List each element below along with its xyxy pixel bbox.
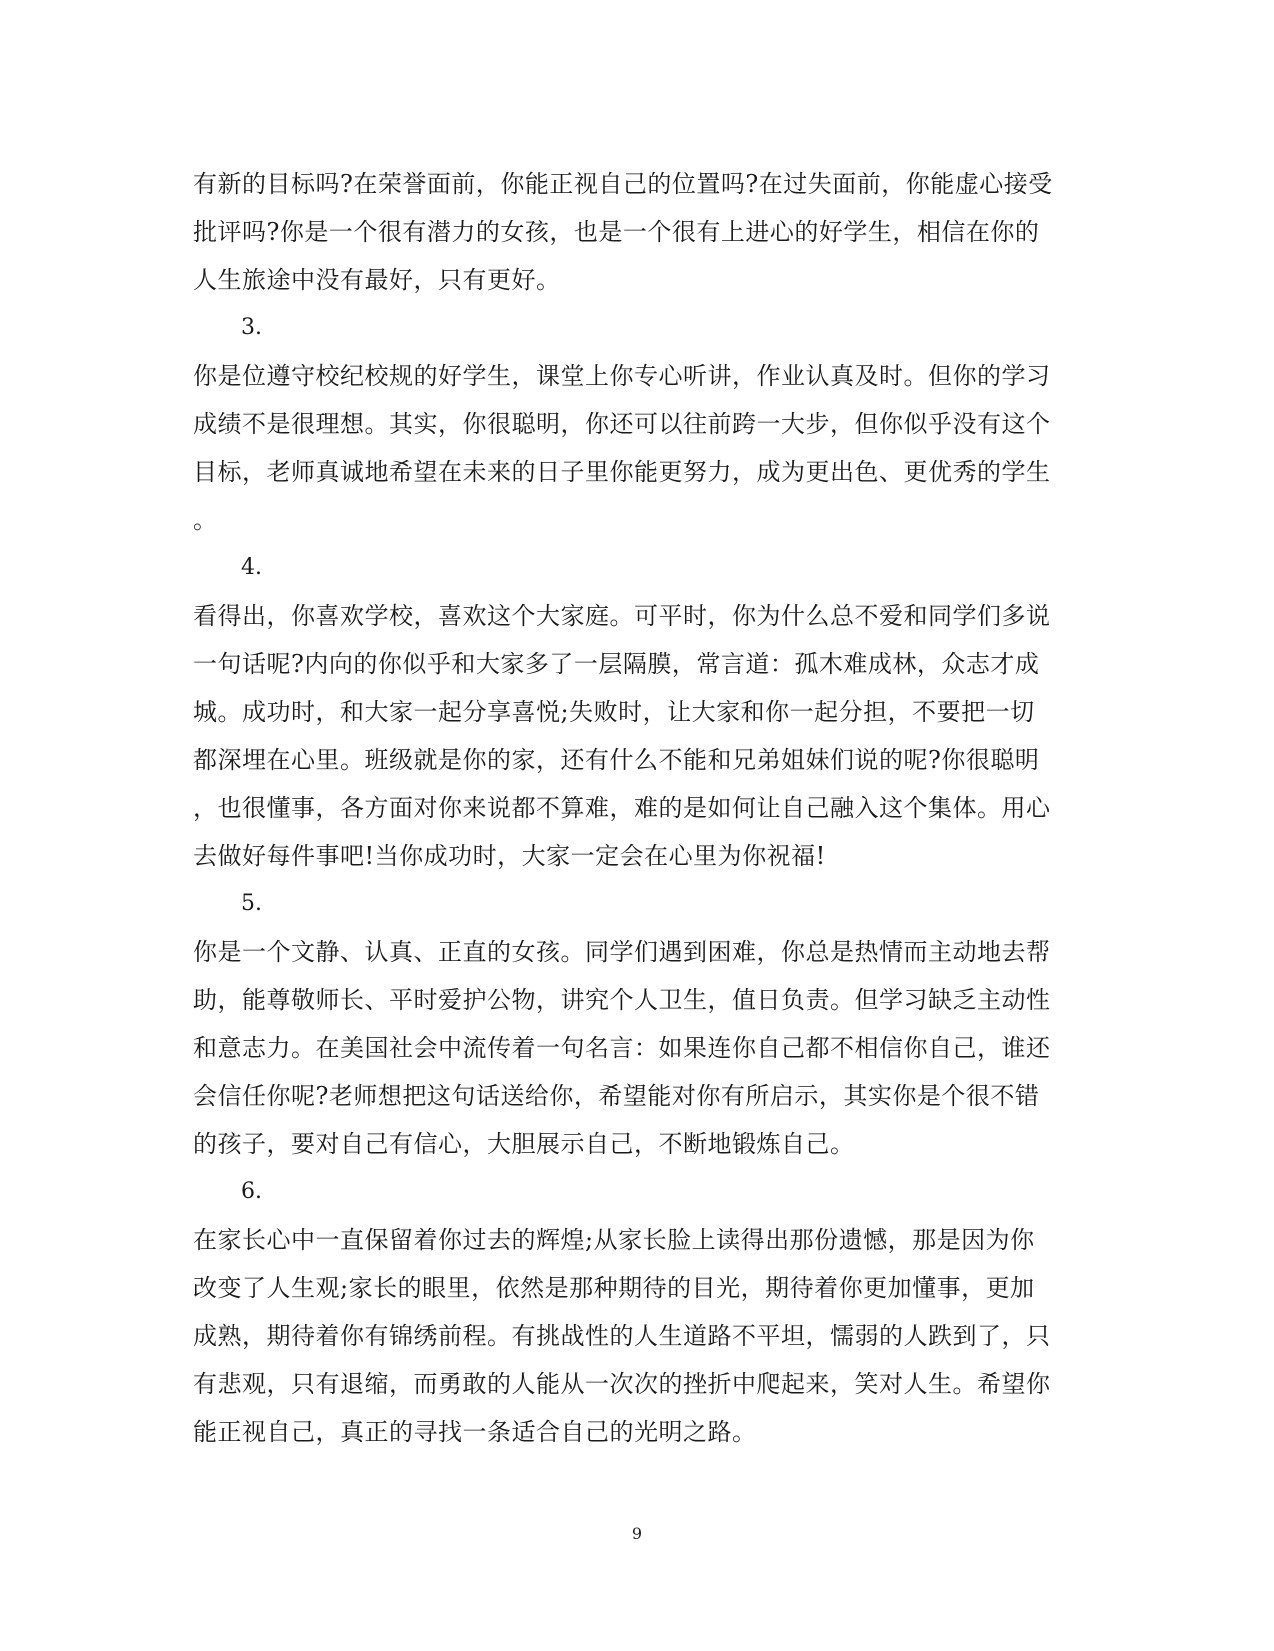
paragraph-4 <box>193 544 1093 880</box>
text-line: 人生旅途中没有最好，只有更好。 <box>193 266 561 294</box>
paragraph-5 <box>193 880 1093 1168</box>
text-line: 有新的目标吗?在荣誉面前，你能正视自己的位置吗?在过失面前，你能虚心接受 <box>193 170 1053 198</box>
document-body <box>193 160 1093 1456</box>
text-line: 批评吗?你是一个很有潜力的女孩，也是一个很有上进心的好学生，相信在你的 <box>193 218 1040 246</box>
paragraph-number: 3. <box>241 315 262 340</box>
text-line: 你是一个文静、认真、正直的女孩。同学们遇到困难，你总是热情而主动地去帮 <box>193 938 1051 966</box>
text-line: 成熟，期待着你有锦绣前程。有挑战性的人生道路不平坦，懦弱的人跌到了，只 <box>193 1322 1051 1350</box>
text-line: 能正视自己，真正的寻找一条适合自己的光明之路。 <box>193 1418 757 1446</box>
text-line: 都深埋在心里。班级就是你的家，还有什么不能和兄弟姐妹们说的呢?你很聪明 <box>193 746 1040 774</box>
paragraph-6 <box>193 1168 1093 1456</box>
text-line: 你是位遵守校纪校规的好学生，课堂上你专心听讲，作业认真及时。但你的学习 <box>193 362 1051 390</box>
text-line: 助，能尊敬师长、平时爱护公物，讲究个人卫生，值日负责。但学习缺乏主动性 <box>193 986 1051 1014</box>
text-line: 城。成功时，和大家一起分享喜悦;失败时，让大家和你一起分担，不要把一切 <box>193 698 1035 726</box>
text-line: 会信任你呢?老师想把这句话送给你，希望能对你有所启示，其实你是个很不错 <box>193 1082 1040 1110</box>
text-line: 的孩子，要对自己有信心，大胆展示自己，不断地锻炼自己。 <box>193 1130 855 1158</box>
paragraph-number: 5. <box>241 891 262 916</box>
text-line: 去做好每件事吧!当你成功时，大家一定会在心里为你祝福! <box>193 842 826 870</box>
text-line: 改变了人生观;家长的眼里，依然是那种期待的目光，期待着你更加懂事，更加 <box>193 1274 1035 1302</box>
page-number: 9 <box>631 1524 643 1543</box>
text-line: 和意志力。在美国社会中流传着一句名言：如果连你自己都不相信你自己，谁还 <box>193 1034 1051 1062</box>
text-line: 有悲观，只有退缩，而勇敢的人能从一次次的挫折中爬起来，笑对人生。希望你 <box>193 1370 1051 1398</box>
text-line: 成绩不是很理想。其实，你很聪明，你还可以往前跨一大步，但你似乎没有这个 <box>193 410 1051 438</box>
paragraph-number: 4. <box>241 555 262 580</box>
text-line: ，也很懂事，各方面对你来说都不算难，难的是如何让自己融入这个集体。用心 <box>193 794 1051 822</box>
text-line: 在家长心中一直保留着你过去的辉煌;从家长脸上读得出那份遗憾，那是因为你 <box>193 1226 1035 1254</box>
paragraph-continued <box>193 160 1093 304</box>
text-line: 一句话呢?内向的你似乎和大家多了一层隔膜，常言道：孤木难成林，众志才成 <box>193 650 1040 678</box>
text-line: 看得出，你喜欢学校，喜欢这个大家庭。可平时，你为什么总不爱和同学们多说 <box>193 602 1051 630</box>
paragraph-3 <box>193 304 1093 544</box>
paragraph-number: 6. <box>241 1179 262 1204</box>
text-line: 目标，老师真诚地希望在未来的日子里你能更努力，成为更出色、更优秀的学生 <box>193 458 1051 486</box>
text-line: 。 <box>193 506 218 534</box>
